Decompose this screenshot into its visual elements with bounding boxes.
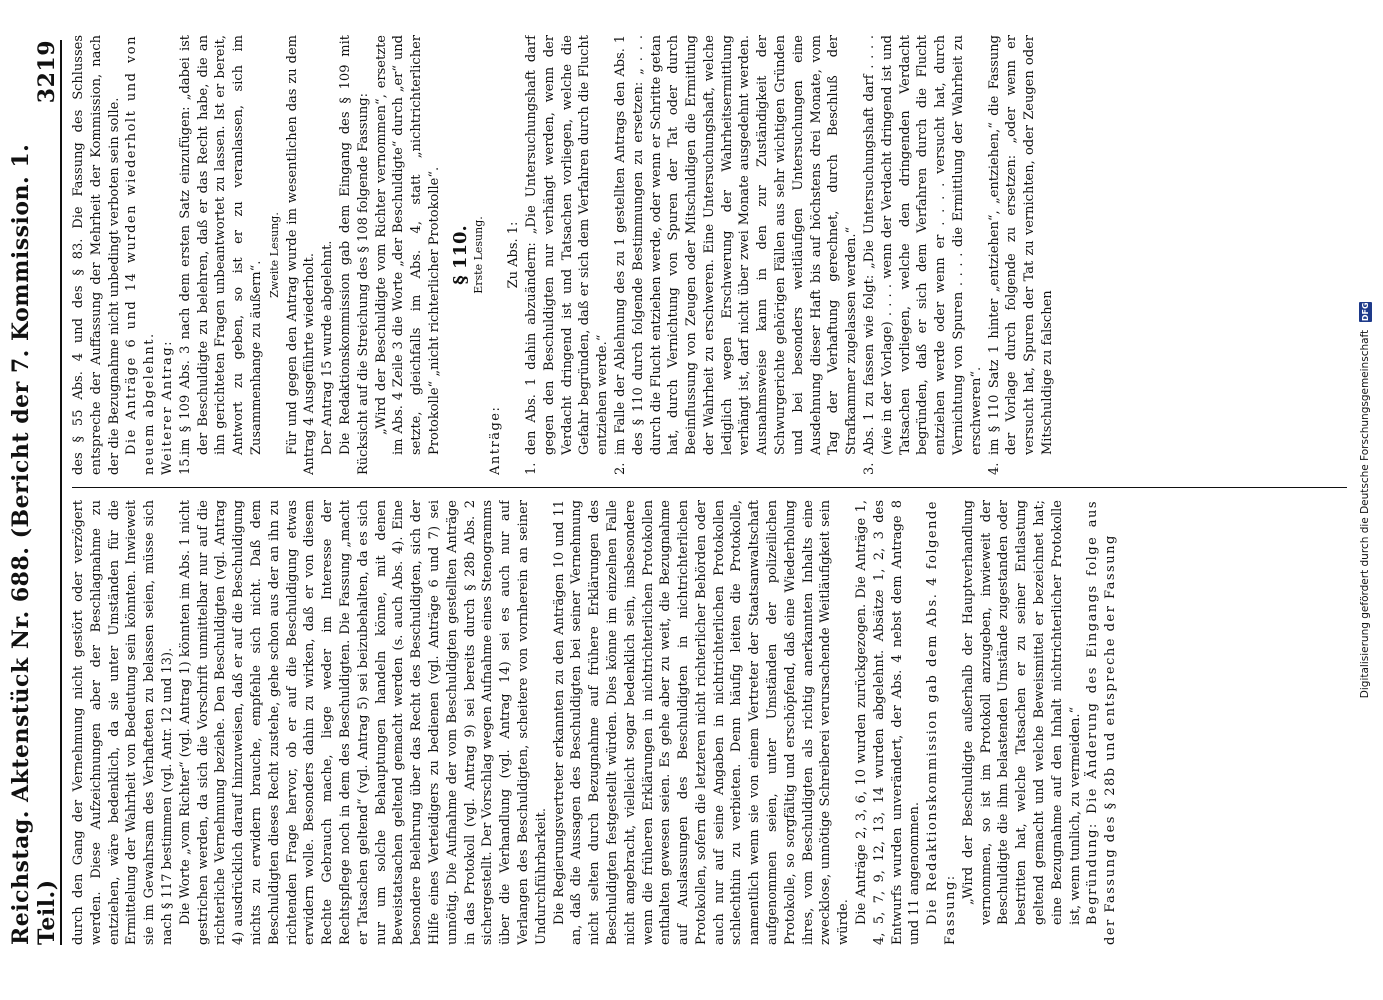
left-column bbox=[70, 500, 1350, 945]
paragraph: Die Worte „vom Richter“ (vgl. Antrag 1) könnten im Abs. 1 nicht gestrichen werden, da sich die Vorschrift unmittelbar nur auf die richterliche Vernehmung beziehe. Den Beschuldigten (vgl. Antrag 4) ausdrücklich darauf hinzuweisen, daß er auf die Beschuldigung nichts zu erwidern brauche, empfehle sich nicht. Daß dem Beschuldigten dieses Recht zustehe, gehe schon aus der an ihn zu richtenden Frage hervor, ob er auf die Beschuldigung etwas erwidern wolle. Besonders dahin zu wirken, daß er von diesem Rechte Gebrauch mache, liege weder im Interesse der Rechtspflege noch in dem des Beschuldigten. Die Fassung „macht er Tatsachen geltend“ (vgl. Antrag 5) sei beizubehalten, da es sich nur um solche Behauptungen handeln könne, mit denen Beweistatsachen geltend gemacht werden (s. auch Abs. 4). Eine besondere Belehrung über das Recht des Beschuldigten, sich der Hilfe eines Verteidigers zu bedienen (vgl. Anträge 6 und 7) sei unnötig. Die Aufnahme der vom Beschuldigten gestellten Anträge in das Protokoll (vgl. Antrag 9) sei bereits durch § 28b Abs. 2 sichergestellt. Der Vorschlag wegen Aufnahme eines Stenogramms über die Verhandlung (vgl. Antrag 14) sei es auch nur auf Verlangen des Beschuldigten, scheitere von vornherein an seiner Undurchführbarkeit. bbox=[177, 500, 549, 945]
running-title: Reichstag. Aktenstück Nr. 688. (Bericht der 7. Kommission. 1. Teil.) bbox=[8, 143, 60, 945]
column-divider bbox=[72, 487, 1347, 488]
paragraph: Die Anträge 6 und 14 wurden wiederholt und von neuem abgelehnt. bbox=[124, 35, 158, 475]
item-text: den Abs. 1 dahin abzuändern: „Die Untersuchungshaft darf gegen den Beschuldigten nur verhängt werden, wenn der Verdacht dringend ist und Tatsachen vorliegen, welche die Gefahr begründen, daß er sich dem Verfahren durch die Flucht entziehen werde.“ bbox=[523, 35, 611, 455]
list-item bbox=[861, 35, 986, 475]
paragraph: Begründung: Die Änderung des Eingangs folge aus der Fassung des § 28b und entspreche der Fassung bbox=[1085, 500, 1119, 945]
item-number: 2. bbox=[612, 462, 628, 475]
subheading: Zweite Lesung. bbox=[267, 212, 281, 298]
paragraph: des § 55 Abs. 4 und des § 83. Die Fassung des Schlusses entspreche der Auffassung der Mehrheit der Kommission, nach der die Bezugnahme nicht unbedingt verboten sein solle. bbox=[71, 35, 122, 475]
item-text: Abs. 1 zu fassen wie folgt: „Die Untersuchungshaft darf . . . . (wie in der Vorlage) . . . . wenn der Verdacht dringend ist und Tatsachen vorliegen, welche den dringenden Verdacht begründen, daß er sich dem Verfahren durch die Flucht entziehen werde oder wenn er . . . . versucht hat, durch Vernichtung von Spuren . . . . die Ermittlung der Wahrheit zu erschweren“. bbox=[862, 35, 984, 455]
item-text: im § 110 Satz 1 hinter „entziehen“, „entziehen,“ die Fassung der Vorlage durch folgende zu ersetzen: „oder wenn er versucht hat, Spuren der Tat zu vernichten, oder Zeugen oder Mitschuldige zu falschen bbox=[986, 35, 1056, 455]
quoted-text: „Wird der Beschuldigte außerhalb der Hauptverhandlung vernommen, so ist im Protokoll anzugeben, inwieweit der Beschuldigte die ihm belastenden Umstände zugestanden oder bestritten hat, welche Tatsachen er zu seiner Entlastung geltend gemacht und welche Beweismittel er bezeichnet hat; eine Bezugnahme auf den Inhalt nichtrichterlicher Protokolle ist, wenn tunlich, zu vermeiden.“ bbox=[960, 500, 1083, 925]
item-number: 15. bbox=[177, 454, 193, 475]
item-text: im Falle der Ablehnung des zu 1 gestellten Antrags den Abs. 1 des § 110 durch folgende Bestimmungen zu ersetzen: „ . . . durch die Flucht entziehen werde, oder wenn er Schritte getan hat, durch Vernichtung von Spuren der Tat oder durch Beeinflussung von Zeugen oder Mitschuldigen die Ermittlung der Wahrheit zu erschweren. Eine Untersuchungshaft, welche lediglich wegen Erschwerung der Wahrheitsermittlung verhängt ist, darf nicht über zwei Monate ausgedehnt werden. Ausnahmsweise kann in den zur Zuständigkeit der Schwurgerichte gehörigen Fällen aus sehr wichtigen Gründen und bei besonders weitläufigen Untersuchungen eine Ausdehnung dieser Haft bis auf höchstens drei Monate, vom Tag der Verhaftung gerechnet, durch Beschluß der Strafkammer zugelassen werden.“ bbox=[612, 35, 860, 455]
item-number: 3. bbox=[862, 462, 878, 475]
paragraph: Die Redaktionskommission gab dem Abs. 4 folgende Fassung: bbox=[925, 500, 959, 945]
list-item bbox=[177, 35, 266, 475]
subheading: Weiterer Antrag: bbox=[159, 340, 175, 475]
list-item bbox=[612, 35, 861, 475]
subheading: Zu Abs. 1: bbox=[506, 221, 522, 289]
item-number: 1. bbox=[523, 462, 539, 475]
paragraph: Die Redaktionskommission gab dem Eingang des § 109 mit Rücksicht auf die Streichung des § 108 folgende Fassung: bbox=[337, 35, 371, 475]
paragraph: Der Antrag 15 wurde abgelehnt. bbox=[320, 240, 336, 455]
list-item bbox=[986, 35, 1057, 475]
paragraph: Die Anträge 2, 3, 6, 10 wurden zurückgezogen. Die Anträge 1, 4, 5, 7, 9, 12, 13, 14 wurden abgelehnt. Absätze 1, 2, 3 des Entwurfs wurden unverändert, der Abs. 4 nebst dem Antrage 8 und 11 angenommen. bbox=[854, 500, 923, 945]
page-header bbox=[8, 40, 62, 945]
digitization-credit: Digitalisierung gefördert durch die Deutsche Forschungsgemeinschaft bbox=[1359, 329, 1371, 699]
dfg-logo: DFG bbox=[1360, 302, 1370, 322]
list-item bbox=[523, 35, 612, 475]
paragraph: Für und gegen den Antrag wurde im wesentlichen das zu dem Antrag 4 Ausgeführte wiederholt. bbox=[284, 35, 318, 475]
item-text: im § 109 Abs. 3 nach dem ersten Satz einzufügen: „dabei ist der Beschuldigte zu belehren, daß er das Recht habe, die an ihn gerichteten Fragen unbeantwortet zu lassen. Ist er bereit, Antwort zu geben, so ist er zu veranlassen, sich im Zusammenhange zu äußern“. bbox=[177, 35, 264, 455]
section-heading: § 110. bbox=[449, 225, 471, 285]
quoted-text: „Wird der Beschuldigte vom Richter vernommen“, ersetzte im Abs. 4 Zeile 3 die Worte „der Beschuldigte“ durch „er“ und setzte, gleichfalls im Abs. 4, statt „nichtrichterlicher Protokolle“ „nicht richterlicher Protokolle“. bbox=[373, 35, 442, 455]
right-column bbox=[70, 35, 1350, 475]
page-footer bbox=[1355, 0, 1375, 1000]
subheading: Anträge: bbox=[488, 405, 504, 475]
subheading: Erste Lesung. bbox=[471, 216, 485, 294]
page-number: 3219 bbox=[34, 40, 60, 104]
paragraph: Die Regierungsvertreter erkannten zu den Anträgen 10 und 11 an, daß die Aussagen des Beschuldigten bei seiner Vernehmung nicht selten durch Bezugnahme auf frühere Erklärungen des Beschuldigten festgestellt würden. Dies könne im einzelnen Falle nicht angebracht, vielleicht sogar bedenklich sein, insbesondere wenn die früheren Erklärungen in nichtrichterlichen Protokollen enthalten gewesen seien. Es gehe aber zu weit, die Bezugnahme auf Auslassungen des Beschuldigten in nichtrichterlichen Protokollen, sofern die letzteren nicht richterlicher Behörden oder auch nur auf seine Angaben in nichtrichterlichen Protokollen schlechthin zu verbieten. Denn häufig leiten die Protokolle, namentlich wenn sie von einem Vertreter der Staatsanwaltschaft aufgenommen seien, unter Umständen der polizeilichen Protokolle, so sorgfältig und erschöpfend, daß eine Wiederholung ihres, vom Beschuldigten als richtig anerkannten Inhalts eine zwecklose, unnötige Schreiberei verursachende Weitläufigkeit sein würde. bbox=[551, 500, 852, 945]
paragraph: durch den Gang der Vernehmung nicht gestört oder verzögert werden. Diese Aufzeichnungen aber der Beschlagnahme zu entziehen, wäre bedenklich, da sie unter Umständen für die Ermittelung der Wahrheit von Bedeutung sein könnten. Inwieweit sie im Gewahrsam des Verhafteten zu belassen seien, müsse sich nach § 117 bestimmen (vgl. Antr. 12 und 13). bbox=[71, 500, 175, 945]
item-number: 4. bbox=[986, 462, 1002, 475]
